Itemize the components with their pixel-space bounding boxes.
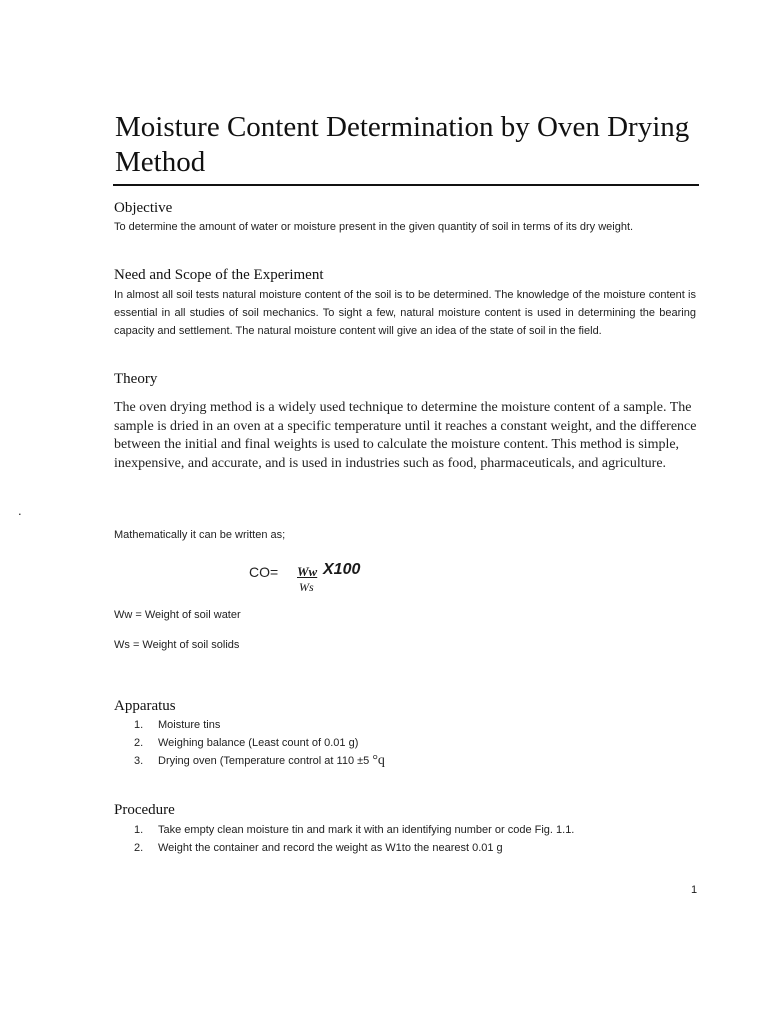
title-underline [113,184,699,186]
list-item: 2. Weighing balance (Least count of 0.01 g) [134,737,359,749]
page-number: 1 [691,884,698,896]
formula-denominator: Ws [299,580,314,594]
procedure-heading: Procedure [114,802,175,818]
definition-ww: Ww = Weight of soil water [114,609,241,621]
definition-ws: Ws = Weight of soil solids [114,639,240,651]
list-item: 1. Moisture tins [134,719,221,731]
stray-dot: . [18,503,22,518]
theory-text: The oven drying method is a widely used technique to determine the moisture content of a sample. The sample is dried in an oven at a specific temperature until it reaches a constant weight, and the difference between the initial and final weights is used to calculate the moisture content. This method is simple, inexpensive, and accurate, and is used in industries such as food, pharmaceuticals, and agriculture. [114,400,697,471]
page-title: Moisture Content Determination by Oven Drying Method [115,111,690,178]
need-scope-heading: Need and Scope of the Experiment [114,267,324,283]
math-intro: Mathematically it can be written as; [114,529,286,541]
list-item: 2. Weight the container and record the weight as W1to the nearest 0.01 g [134,842,503,854]
apparatus-heading: Apparatus [114,698,176,714]
list-item: 1. Take empty clean moisture tin and mark it with an identifying number or code Fig. 1.1. [134,824,575,836]
moisture-formula [249,561,409,597]
objective-heading: Objective [114,200,173,216]
apparatus-list [134,716,694,770]
formula-lhs: CO= [249,564,279,580]
list-item: 3. Drying oven (Temperature control at 110 ±5 °q [134,753,385,768]
theory-heading: Theory [114,371,158,387]
need-scope-text: In almost all soil tests natural moisture content of the soil is to be determined. The knowledge of the moisture content is essential in all studies of soil mechanics. To sight a few, natural moisture content is used in determining the bearing capacity and settlement. The natural moisture content will give an idea of the state of soil in the field. [114,289,696,337]
formula-numerator: Ww [297,564,318,579]
formula-multiplier: X100 [323,561,361,578]
degree-symbol: °q [372,753,385,768]
objective-text: To determine the amount of water or moisture present in the given quantity of soil in terms of its dry weight. [114,221,634,233]
procedure-list [134,821,694,857]
